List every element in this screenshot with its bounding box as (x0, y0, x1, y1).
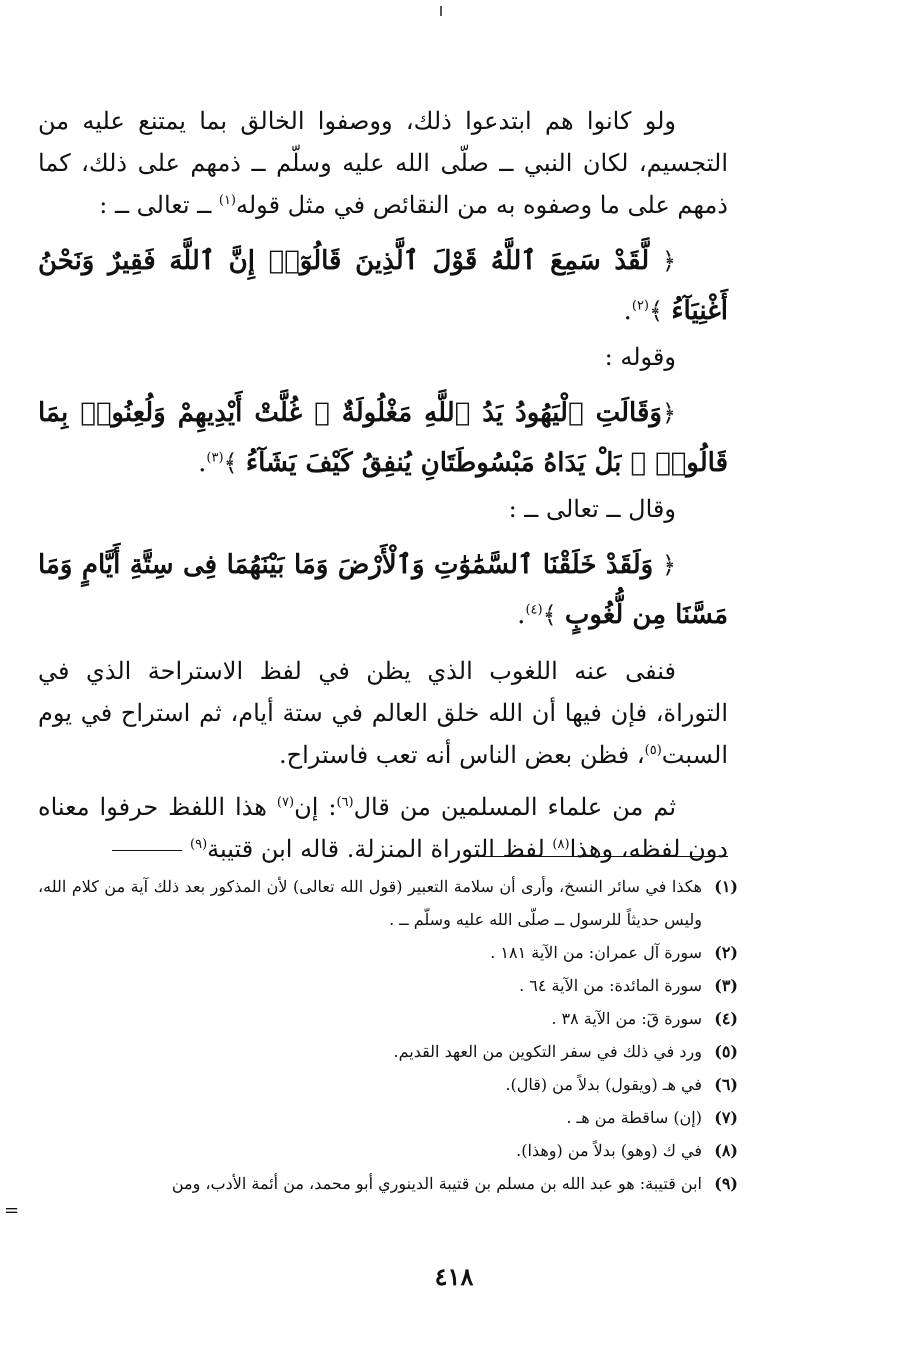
paragraph-3: وقال ــ تعالى ــ : (508, 495, 676, 523)
footnote-text: في ك (وهو) بدلاً من (وهذا). (516, 1141, 702, 1160)
quran-verse-3: ﴿ وَلَقَدْ خَلَقْنَا ٱلسَّمَٰوَٰتِ وَٱلْأَرْضَ وَمَا بَيْنَهُمَا فِى سِتَّةِ أَيَّامٍ وَمَا مَسَّنَا مِن لُّغُوبٍ ﴾$^{(٤)}$. (38, 550, 728, 630)
footnote-number: (٦) (714, 1075, 738, 1094)
footnote-8 (38, 1134, 738, 1167)
paragraph-2: وقوله : (604, 343, 676, 371)
footnote-ref-4[interactable]: (٤) (525, 602, 543, 618)
footnote-4 (38, 1002, 738, 1035)
footnote-ref-6[interactable]: (٦) (336, 795, 354, 810)
footnote-text: (إن) ساقطة من هـ . (566, 1108, 702, 1127)
footnote-3 (38, 969, 738, 1002)
footnote-ref-3[interactable]: (٣) (206, 450, 224, 466)
footnote-text: سورة آل عمران: من الآية ١٨١ . (490, 943, 702, 962)
footnote-number: (٤) (714, 1009, 738, 1028)
main-text (38, 100, 728, 870)
scan-mark (440, 6, 442, 16)
footnote-number: (٩) (714, 1174, 738, 1193)
page-number: ٤١٨ (434, 1262, 474, 1291)
footnote-text: سورة قٓ: من الآية ٣٨ . (551, 1009, 702, 1028)
footnote-number: (٧) (714, 1108, 738, 1127)
footnotes (38, 870, 738, 1200)
footnote-number: (٥) (714, 1042, 738, 1061)
quran-verse-2: ﴿وَقَالَتِ ٱلْيَهُودُ يَدُ ٱللَّهِ مَغْلُولَةٌ ۚ غُلَّتْ أَيْدِيهِمْ وَلُعِنُوا۟ بِمَا قَالُوا۟ ۘ بَلْ يَدَاهُ مَبْسُوطَتَانِ يُنفِقُ كَيْفَ يَشَآءُ ﴾$^{(٣)}$. (38, 398, 728, 478)
footnote-text: ابن قتيبة: هو عبد الله بن مسلم بن قتيبة الدينوري أبو محمد، من أئمة الأدب، ومن (171, 1174, 702, 1193)
footnote-ref-5[interactable]: (٥) (644, 743, 662, 758)
footnote-continuation-mark: = (4, 1200, 20, 1221)
paragraph-5: ثم من علماء المسلمين من قال$^{(٦)}$: إن$^{(٧)}$ هذا اللفظ حرفوا معناه دون لفظه، وهذا$^{(٨)}$ لفظ التوراة المنزلة. قاله ابن قتيبة$^{(٩)}$ (38, 793, 728, 863)
footnote-separator (478, 856, 728, 857)
footnote-ref-2[interactable]: (٢) (631, 298, 649, 314)
footnote-text: في هـ (ويقول) بدلاً من (قال). (505, 1075, 702, 1094)
footnote-6 (38, 1068, 738, 1101)
footnote-2 (38, 936, 738, 969)
footnote-text: ورد في ذلك في سفر التكوين من العهد القديم. (393, 1042, 702, 1061)
footnote-5 (38, 1035, 738, 1068)
footnote-ref-8[interactable]: (٨) (552, 837, 570, 852)
quran-verse-1: ﴿ لَّقَدْ سَمِعَ ٱللَّهُ قَوْلَ ٱلَّذِينَ قَالُوٓا۟ إِنَّ ٱللَّهَ فَقِيرٌ وَنَحْنُ أَغْنِيَآءُ ﴾$^{(٢)}$. (38, 246, 728, 326)
footnote-text: سورة المائدة: من الآية ٦٤ . (519, 976, 702, 995)
paragraph-4: فنفى عنه اللغوب الذي يظن في لفظ الاستراحة الذي في التوراة، فإن فيها أن الله خلق العالم في ستة أيام، ثم استراح في يوم السبت$^{(٥)}$، فظن بعض الناس أنه تعب فاستراح. (38, 657, 728, 769)
footnote-ref-7[interactable]: (٧) (276, 795, 295, 810)
footnote-7 (38, 1101, 738, 1134)
footnote-text: هكذا في سائر النسخ، وأرى أن سلامة التعبير (قول الله تعالى) لأن المذكور بعد ذلك آية من كلام الله، وليس حديثاً للرسول ــ صلّى الله عليه وسلّم ــ . (38, 877, 702, 929)
continuation-line (112, 850, 182, 851)
footnote-number: (٣) (714, 976, 738, 995)
footnote-1 (38, 870, 738, 936)
footnote-number: (٢) (714, 943, 738, 962)
paragraph-1: ولو كانوا هم ابتدعوا ذلك، ووصفوا الخالق بما يمتنع عليه من التجسيم، لكان النبي ــ صلّى الله عليه وسلّم ــ ذمهم على ذلك، كما ذمهم على ما وصفوه به من النقائص في مثل قوله$^{(١)}$ ــ تعالى ــ : (38, 107, 728, 219)
footnote-number: (٨) (714, 1141, 738, 1160)
footnote-ref-9[interactable]: (٩) (190, 837, 208, 852)
footnote-9 (38, 1167, 738, 1200)
footnote-ref-1[interactable]: (١) (218, 193, 236, 208)
footnote-number: (١) (714, 877, 738, 896)
